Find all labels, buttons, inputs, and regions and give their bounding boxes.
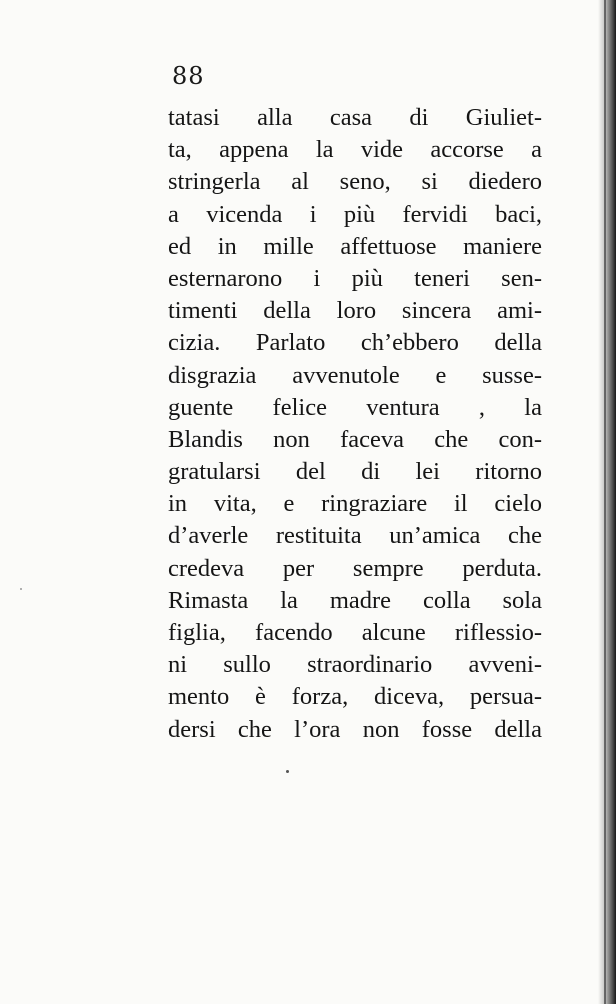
text-line: ed in mille affettuose maniere [168, 232, 542, 260]
text-line: gratularsi del di lei ritorno [168, 458, 542, 486]
text-line: ta, appena la vide accorse a [168, 136, 542, 164]
text-line: Blandis non faceva che con- [168, 425, 542, 453]
text-line: guente felice ventura , la [168, 393, 542, 421]
text-line: Rimasta la madre colla sola [168, 586, 542, 614]
text-line: mento è forza, diceva, persua- [168, 683, 542, 711]
paper-speck [20, 588, 22, 590]
text-line: credeva per sempre perduta. [168, 554, 542, 582]
text-line: dersi che l’ora non fosse della [168, 715, 542, 743]
page-number: 88 [172, 62, 205, 90]
page-edge-shadow [598, 0, 616, 1004]
text-line: in vita, e ringraziare il cielo [168, 490, 542, 518]
text-line: esternarono i più teneri sen- [168, 264, 542, 292]
text-line: cizia. Parlato ch’ebbero della [168, 329, 542, 357]
text-line: stringerla al seno, si diedero [168, 168, 542, 196]
text-line: a vicenda i più fervidi baci, [168, 200, 542, 228]
text-line: tatasi alla casa di Giuliet- [168, 104, 542, 131]
text-line: d’averle restituita un’amica che [168, 522, 542, 550]
body-text [168, 102, 542, 746]
paper-speck [286, 770, 289, 773]
text-line: disgrazia avvenutole e susse- [168, 361, 542, 389]
page-edge-line [604, 0, 606, 1004]
text-line: timenti della loro sincera ami- [168, 297, 542, 325]
text-line: ni sullo straordinario avveni- [168, 651, 542, 679]
text-line: figlia, facendo alcune riflessio- [168, 619, 542, 646]
